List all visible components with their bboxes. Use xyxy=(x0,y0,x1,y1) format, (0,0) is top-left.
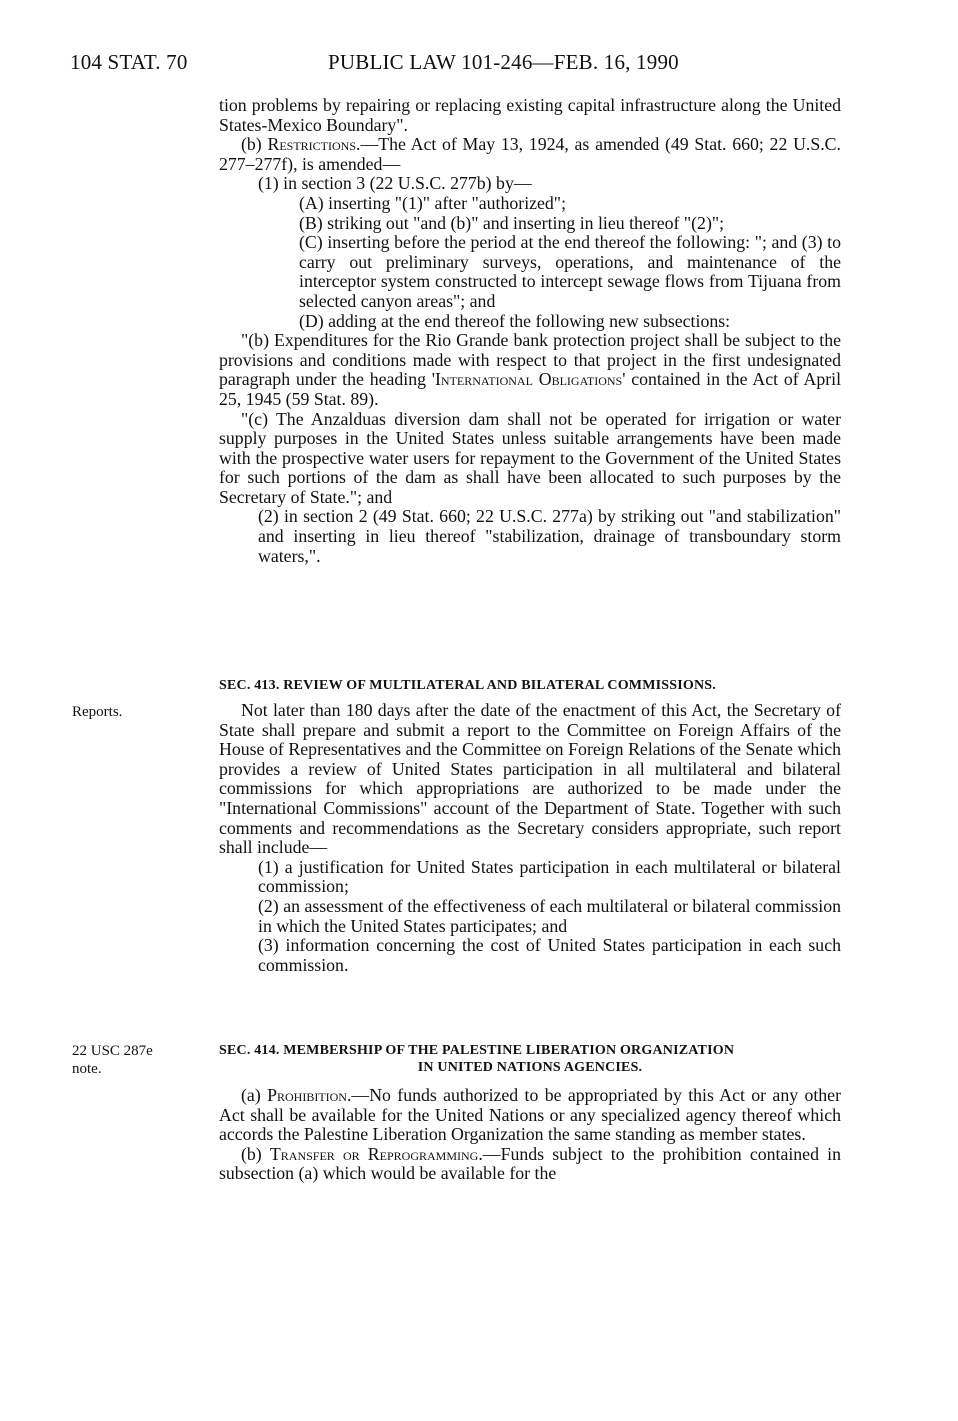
subsection-b-heading: Transfer or Reprogramming. xyxy=(269,1143,483,1164)
law-title: PUBLIC LAW 101-246—FEB. 16, 1990 xyxy=(328,50,679,74)
section-414-heading xyxy=(219,1042,841,1076)
subsection-text: —The Act of May 13, 1924, as amended (49 Stat. 660; 22 U.S.C. 277–277f), is amended— xyxy=(219,134,841,174)
section-413-item-1: (1) a justification for United States participation in each multilateral or bilateral commission; xyxy=(258,856,841,897)
section-414-body xyxy=(219,1086,841,1184)
subsection-b-text: —Funds subject to the prohibition contained in subsection (a) which would be available for the xyxy=(219,1143,841,1184)
subsection-a-label: (a) xyxy=(241,1085,268,1105)
subparagraph-d: (D) adding at the end thereof the following new subsections: xyxy=(299,310,731,331)
section-414-subsection-b xyxy=(219,1145,841,1184)
subsection-a-text: —No funds authorized to be appropriated by this Act or any other Act shall be available for the United Nations or any specialized agency thereof which accords the Palestine Liberation Organization the same standing as member states. xyxy=(219,1085,841,1145)
subparagraph-c: (C) inserting before the period at the end thereof the following: "; and (3) to carry out preliminary surveys, operations, and maintenance of the interceptor system constructed to intercept sewage flows from Tijuana from selected canyon areas"; and xyxy=(299,232,841,311)
new-subsection-b xyxy=(219,331,841,409)
new-subsection-b-text: "(b) Expenditures for the Rio Grande bank protection project shall be subject to the provisions and conditions made with respect to that project in the first undesignated paragraph under the heading ' xyxy=(219,330,841,390)
continuation-paragraph: tion problems by repairing or replacing existing capital infrastructure along the United States-Mexico Boundary". xyxy=(219,95,841,135)
subsection-a-heading: Prohibition. xyxy=(267,1085,352,1105)
paragraph-2: (2) in section 2 (49 Stat. 660; 22 U.S.C. 277a) by striking out "and stabilization" and inserting in lieu thereof "stabilization, drainage of transboundary storm waters,". xyxy=(258,506,841,566)
subsection-label: (b) xyxy=(241,134,268,155)
subsection-heading: Restrictions. xyxy=(267,134,361,155)
paragraph-1: (1) in section 3 (22 U.S.C. 277b) by— xyxy=(258,173,532,194)
section-413-item-3: (3) information concerning the cost of United States participation in each such commission. xyxy=(258,935,841,975)
section-414-heading-line-2: IN UNITED NATIONS AGENCIES. xyxy=(417,1060,643,1075)
section-413-item-2: (2) an assessment of the effectiveness of each multilateral or bilateral commission in which the United States participates; and xyxy=(258,895,841,936)
section-413-body xyxy=(219,701,841,975)
new-subsection-c: "(c) The Anzalduas diversion dam shall not be operated for irrigation or water supply purposes in the United States unless suitable arrangements have been made with the prospective water users for repayment to the Government of the United States for such portions of the dam as shall have been allocated to such purposes by the Secretary of State."; and xyxy=(219,408,841,507)
margin-note-usc-note: note. xyxy=(72,1061,102,1077)
section-413-intro: Not later than 180 days after the date of the enactment of this Act, the Secretary of State shall prepare and submit a report to the Committee on Foreign Affairs of the House of Representatives and the Committee on Foreign Relations of the Senate which provides a review of United States participation in all multilateral and bilateral commissions for which appropriations are authorized to be made under the "International Commissions" account of the Department of State. Together with such comments and recommendations as the Secretary considers appropriate, such report shall include— xyxy=(219,700,841,858)
section-413-heading: SEC. 413. REVIEW OF MULTILATERAL AND BILATERAL COMMISSIONS. xyxy=(219,678,716,693)
margin-note-usc xyxy=(72,1042,153,1078)
section-414-heading-line-1: SEC. 414. MEMBERSHIP OF THE PALESTINE LIBERATION ORGANIZATION xyxy=(219,1043,735,1058)
new-subsection-b-heading: International Obligations xyxy=(435,369,623,390)
subparagraph-a: (A) inserting "(1)" after "authorized"; xyxy=(299,192,567,213)
margin-note-reports: Reports. xyxy=(72,704,123,720)
new-subsection-b-tail: ' contained in the Act of April 25, 1945 (59 Stat. 89). xyxy=(219,369,842,409)
section-414-subsection-a xyxy=(219,1086,841,1145)
subsection-b-label: (b) xyxy=(241,1143,270,1164)
subsection-b-restrictions xyxy=(219,135,841,174)
top-text-block xyxy=(219,96,841,566)
page-reference: 104 STAT. 70 xyxy=(70,50,188,74)
margin-note-usc-ref: 22 USC 287e xyxy=(72,1043,153,1059)
subparagraph-b: (B) striking out "and (b)" and inserting in lieu thereof "(2)"; xyxy=(299,212,725,233)
